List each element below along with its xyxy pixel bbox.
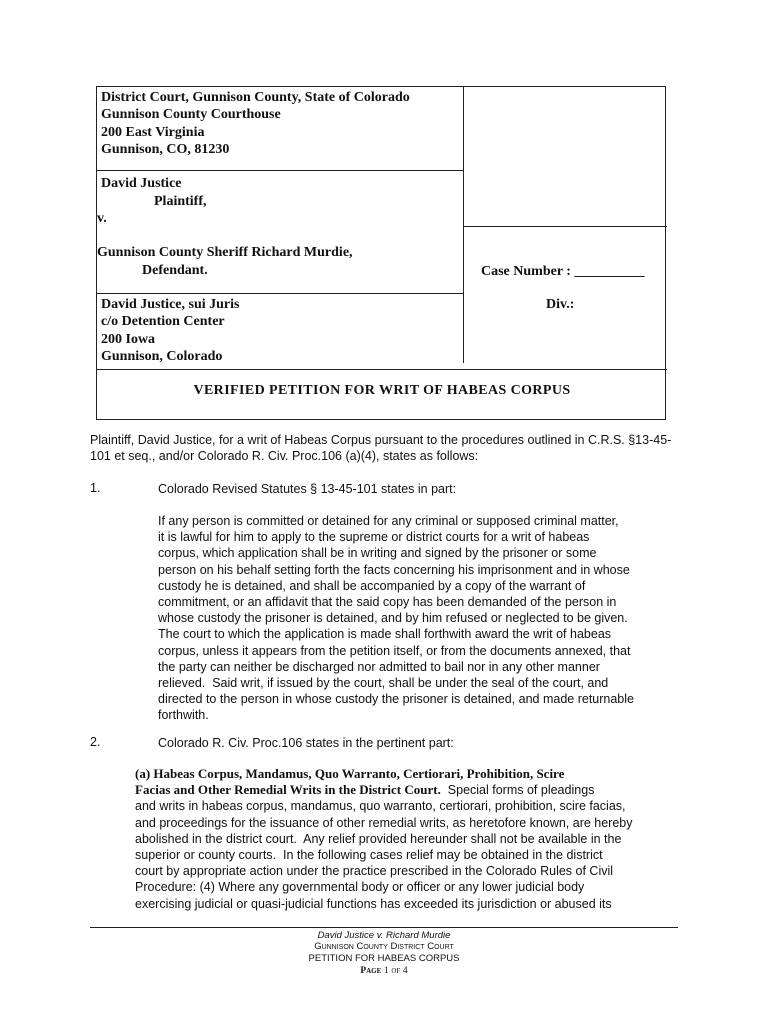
caption-divider-2: [97, 293, 463, 294]
court-line-2: Gunnison County Courthouse: [101, 107, 281, 122]
caption-box: [96, 86, 666, 420]
case-number: Case Number : __________: [481, 264, 645, 279]
intro-paragraph: Plaintiff, David Justice, for a writ of Habeas Corpus pursuant to the procedures outlined in C.R.S. §13-45- 101 et seq., and/or Colorado R. Civ. Proc.106 (a)(4), states as follows:: [90, 433, 672, 464]
item-1-quote: If any person is committed or detained for any criminal or supposed criminal matter, it is lawful for him to apply to the supreme or district courts for a writ of habeas corpus, which application shall be in writing and signed by the prisoner or some person on his behalf setting forth the facts concerning his imprisonment and in whose custody he is detained, and shall be accompanied by a copy of the warrant of commitment, or an affidavit that the said copy has been demanded of the person in whose custody the prisoner is detained, and by him refused or neglected to be given. The court to which the application is made shall forthwith award the writ of habeas corpus, unless it appears from the petition itself, or from the documents annexed, that the party can neither be discharged nor admitted to bail nor in any other manner relieved. Said writ, if issued by the court, shall be under the seal of the court, and directed to the person in whose custody the prisoner is detained, and made returnable forthwith.: [158, 514, 634, 723]
defendant-role: Defendant.: [142, 263, 208, 278]
plaintiff-role: Plaintiff,: [154, 194, 207, 209]
document-title: VERIFIED PETITION FOR WRIT OF HABEAS CORPUS: [193, 383, 571, 398]
court-line-4: Gunnison, CO, 81230: [101, 142, 230, 157]
court-line-1: District Court, Gunnison County, State of Colorado: [101, 90, 410, 105]
footer-page-num: 1: [383, 966, 389, 976]
division: Div.:: [546, 297, 575, 312]
footer-rule: [90, 927, 678, 928]
filer-line-1: David Justice, sui Juris: [101, 297, 240, 312]
caption-divider-right: [463, 226, 667, 227]
filer-line-4: Gunnison, Colorado: [101, 349, 223, 364]
caption-divider-vertical: [463, 87, 464, 363]
footer-page-indicator: [90, 965, 678, 977]
defendant-name: Gunnison County Sheriff Richard Murdie,: [97, 245, 353, 260]
item-2-quote-body: Special forms of pleadings and writs in habeas corpus, mandamus, quo warranto, certiorari, prohibition, scire facias, and proceedings for the issuance of other remedial writs, as heretofore known, are hereby abolished in the district court. Any relief provided hereunder shall not be available in the superior or county courts. In the following cases relief may be obtained in the district court by appropriate action under the practice prescribed in the Colorado Rules of Civil Procedure: (4) Where any governmental body or officer or any lower judicial body exercising judicial or quasi-judicial functions has exceeded its jurisdiction or abused its: [135, 783, 633, 911]
footer-page-label: Page: [360, 966, 382, 976]
caption-divider-1: [97, 170, 463, 171]
footer-page-total: 4: [402, 966, 408, 976]
item-1-number: 1.: [90, 481, 101, 495]
footer-court: Gunnison County District Court: [314, 941, 454, 952]
filer-line-3: 200 Iowa: [101, 332, 156, 347]
footer-case-caption: David Justice v. Richard Murdie: [317, 930, 451, 941]
item-2-number: 2.: [90, 735, 101, 749]
item-2-heading: Colorado R. Civ. Proc.106 states in the pertinent part:: [158, 736, 454, 750]
versus: v.: [97, 211, 107, 226]
footer-doc-title: PETITION FOR HABEAS CORPUS: [308, 953, 460, 964]
filer-line-2: c/o Detention Center: [101, 314, 225, 329]
item-1-heading: Colorado Revised Statutes § 13-45-101 states in part:: [158, 482, 457, 496]
plaintiff-name: David Justice: [101, 176, 182, 191]
court-line-3: 200 East Virginia: [101, 125, 205, 140]
caption-divider-title: [97, 369, 667, 370]
item-2-quote: [135, 766, 655, 912]
footer-page-of: of: [391, 966, 401, 976]
item-2-quote-heading: (a) Habeas Corpus, Mandamus, Quo Warranto, Certiorari, Prohibition, Scire Facias and Other Remedial Writs in the District Court.: [135, 766, 565, 798]
